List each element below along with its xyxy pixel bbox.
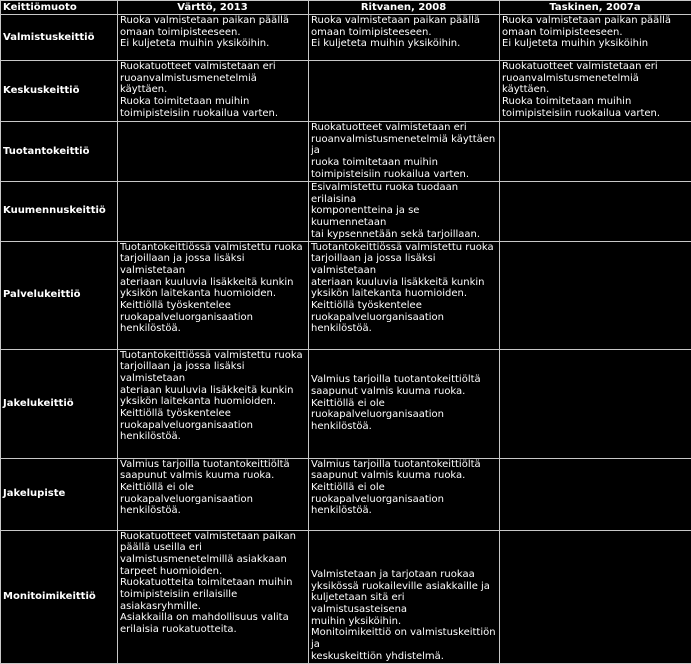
header-kitchen-type: Keittiömuoto: [1, 1, 118, 15]
table-cell: [118, 122, 309, 182]
table-row: [1, 349, 691, 458]
table-cell: Ruokatuotteet valmistetaan eri ruoanvalmistusmenetelmiä käyttäen. Ruoka toimitetaan muihin toimipisteisiin ruokailua varten.: [500, 61, 691, 122]
row-header: Keskuskeittiö: [1, 61, 118, 122]
row-header: Kuumennuskeittiö: [1, 182, 118, 242]
row-header: Tuotantokeittiö: [1, 122, 118, 182]
table-cell: [500, 122, 691, 182]
table-cell: [500, 458, 691, 530]
table-cell: [500, 241, 691, 349]
table-cell: [500, 530, 691, 663]
table-cell: Ruoka valmistetaan paikan päällä omaan toimipisteeseen. Ei kuljeteta muihin yksiköihin.: [118, 15, 309, 61]
row-header: Jakelukeittiö: [1, 349, 118, 458]
row-header: Monitoimikeittiö: [1, 530, 118, 663]
table-cell: Ruokatuotteet valmistetaan paikan päällä useilla eri valmistusmenetelmillä asiakkaan tarpeet huomioiden. Ruokatuotteita toimitetaan muihin toimipisteisiin erilaisille asiakasryhmille. Asiakkailla on mahdollisuus valita erilaisia ruokatuotteita.: [118, 530, 309, 663]
table-row: [1, 122, 691, 182]
table-cell: Valmius tarjoilla tuotantokeittiöltä saapunut valmis kuuma ruoka. Keittiöllä ei ole ruokapalveluorganisaation henkilöstöä.: [309, 349, 500, 458]
table-cell: Esivalmistettu ruoka tuodaan erilaisina komponentteina ja se kuumennetaan tai kypsennetään sekä tarjoillaan.: [309, 182, 500, 242]
table-cell: Valmistetaan ja tarjotaan ruokaa yksikössä ruokaileville asiakkaille ja kuljetetaan sitä eri valmistusasteisena muihin yksiköihin. Monitoimikeittiö on valmistuskeittiön ja keskuskeittiön yhdistelmä.: [309, 530, 500, 663]
table-row: [1, 182, 691, 242]
table-cell: [500, 349, 691, 458]
table-cell: Valmius tarjoilla tuotantokeittiöltä saapunut valmis kuuma ruoka. Keittiöllä ei ole ruokapalveluorganisaation henkilöstöä.: [309, 458, 500, 530]
header-varto-2013: Värttö, 2013: [118, 1, 309, 15]
row-header: Valmistuskeittiö: [1, 15, 118, 61]
header-row: [1, 1, 691, 15]
table-row: [1, 241, 691, 349]
table-row: [1, 458, 691, 530]
table-cell: Ruoka valmistetaan paikan päällä omaan toimipisteeseen. Ei kuljeteta muihin yksiköihin.: [309, 15, 500, 61]
table-cell: Tuotantokeittiössä valmistettu ruoka tarjoillaan ja jossa lisäksi valmistetaan ateriaan kuuluvia lisäkkeitä kunkin yksikön laitekanta huomioiden. Keittiöllä työskentelee ruokapalveluorganisaation henkilöstöä.: [118, 241, 309, 349]
header-ritvanen-2008: Ritvanen, 2008: [309, 1, 500, 15]
table-cell: Ruoka valmistetaan paikan päällä omaan toimipisteeseen. Ei kuljeteta muihin yksiköihin: [500, 15, 691, 61]
table-cell: [500, 182, 691, 242]
table-cell: Tuotantokeittiössä valmistettu ruoka tarjoillaan ja jossa lisäksi valmistetaan ateriaan kuuluvia lisäkkeitä kunkin yksikön laitekanta huomioiden. Keittiöllä työskentelee ruokapalveluorganisaation henkilöstöä.: [118, 349, 309, 458]
row-header: Jakelupiste: [1, 458, 118, 530]
table-row: [1, 61, 691, 122]
table-cell: [309, 61, 500, 122]
table-cell: Ruokatuotteet valmistetaan eri ruoanvalmistusmenetelmiä käyttäen. Ruoka toimitetaan muihin toimipisteisiin ruokailua varten.: [118, 61, 309, 122]
table-row: [1, 15, 691, 61]
table-cell: Valmius tarjoilla tuotantokeittiöltä saapunut valmis kuuma ruoka. Keittiöllä ei ole ruokapalveluorganisaation henkilöstöä.: [118, 458, 309, 530]
table-row: [1, 530, 691, 663]
table-cell: [118, 182, 309, 242]
row-header: Palvelukeittiö: [1, 241, 118, 349]
header-taskinen-2007a: Taskinen, 2007a: [500, 1, 691, 15]
table-cell: Ruokatuotteet valmistetaan eri ruoanvalmistusmenetelmiä käyttäen ja ruoka toimitetaan muihin toimipisteisiin ruokailua varten.: [309, 122, 500, 182]
table-cell: Tuotantokeittiössä valmistettu ruoka tarjoillaan ja jossa lisäksi valmistetaan ateriaan kuuluvia lisäkkeitä kunkin yksikön laitekanta huomioiden. Keittiöllä työskentelee ruokapalveluorganisaation henkilöstöä.: [309, 241, 500, 349]
